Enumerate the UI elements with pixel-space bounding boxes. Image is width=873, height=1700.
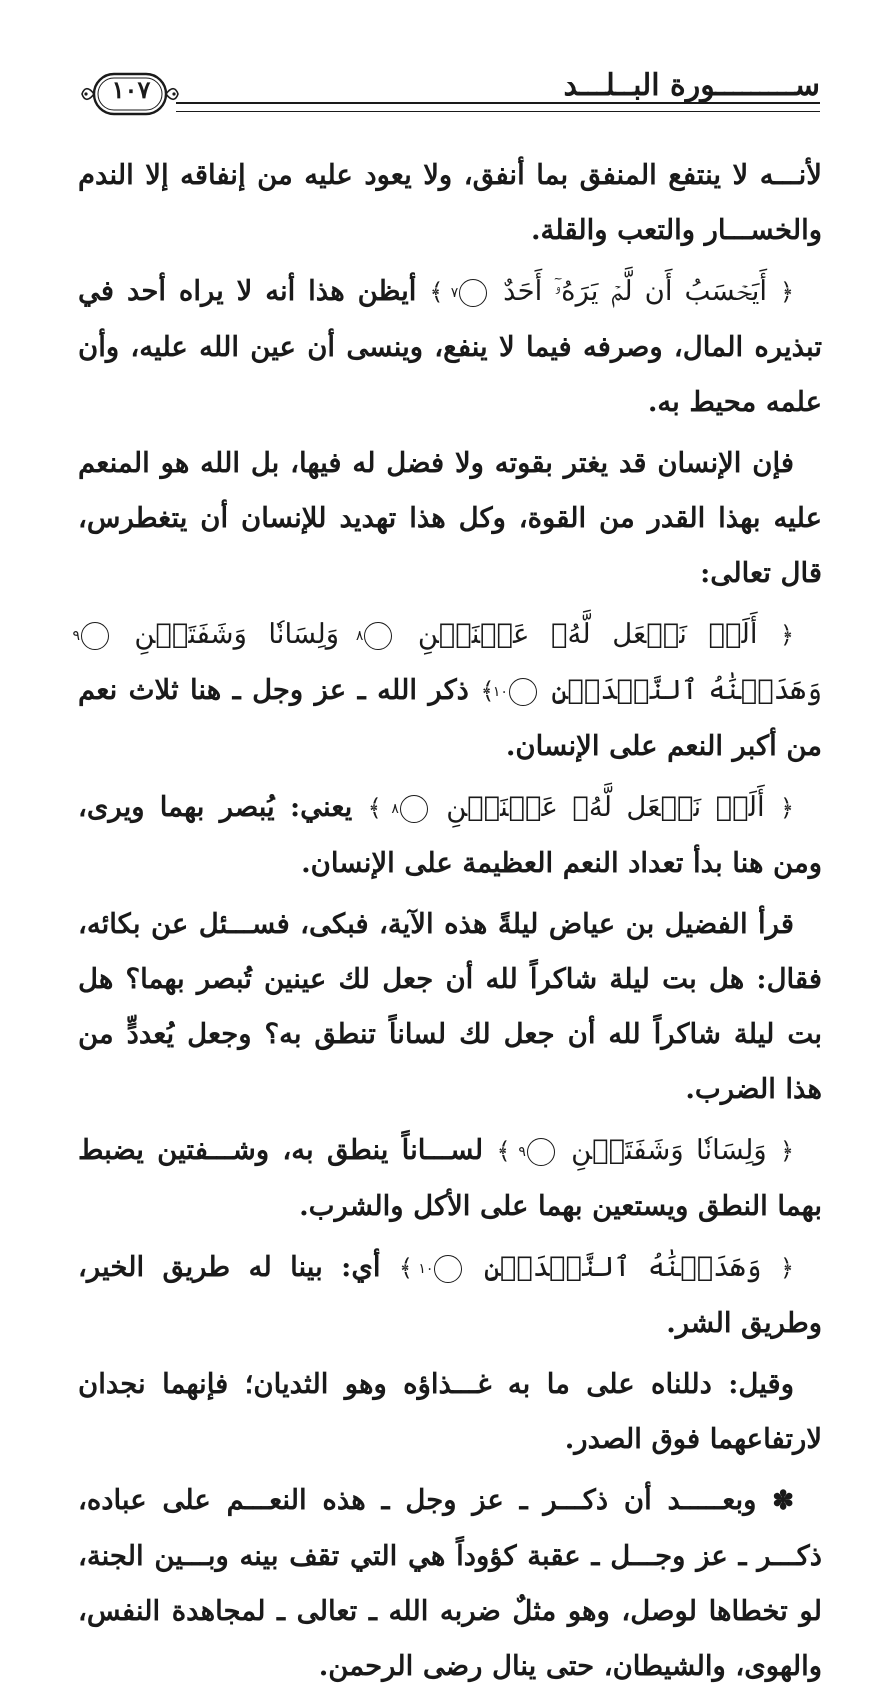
quran-verse: وَلِسَانٗا وَشَفَتَيۡنِ	[134, 618, 340, 650]
page-number: ١٠٧	[111, 75, 151, 104]
ayah-number-marker: ١٠	[509, 678, 537, 706]
star-ornament-icon: ✽	[772, 1486, 794, 1516]
page-header	[80, 62, 820, 132]
quran-bracket-open: ﴿	[779, 1137, 795, 1165]
paragraph-5	[78, 780, 822, 891]
paragraph-text: وبعـــــد أن ذكـــر ـ عز وجل ـ هذه النعـــم على عباده، ذكـــر ـ عز وجـــل ـ عقبة كؤوداً هي التي تقف بينه وبـــين الجنة، لو تخطاها لوصل، وهو مثلٌ ضربه الله ـ تعالى ـ لمجاهدة النفس، والهوى، والشيطان، حتى ينال رضى الرحمن.	[78, 1484, 822, 1682]
paragraph-3	[78, 436, 822, 601]
paragraph-10	[78, 1473, 822, 1694]
ayah-number-marker: ٩	[81, 622, 109, 650]
quran-bracket-close: ﴾	[496, 1137, 511, 1165]
paragraph-text: أيظن هذا أنه لا يراه أحد في تبذيره المال، وصرفه فيما لا ينفع، وينسى أن عين الله عليه، وأن علمه محيط به.	[78, 275, 822, 418]
quran-bracket-open: ﴿	[779, 794, 795, 822]
ayah-number-marker: ٧	[459, 279, 487, 307]
quran-bracket-close: ﴾	[367, 794, 382, 822]
quran-bracket-close: ﴾	[429, 278, 444, 306]
quran-bracket-open: ﴿	[779, 621, 794, 649]
quran-bracket-close: ﴾	[398, 1254, 413, 1282]
ayah-number-marker: ١٠	[434, 1255, 462, 1283]
paragraph-1	[78, 148, 822, 258]
quran-verse: وَلِسَانٗا وَشَفَتَيۡنِ	[571, 1134, 767, 1166]
quran-verse: أَيَحۡسَبُ أَن لَّمۡ يَرَهُۥٓ أَحَدٌ	[503, 275, 768, 307]
paragraph-text: لأنـــه لا ينتفع المنفق بما أنفق، ولا يعود عليه من إنفاقه إلا الندم والخســـار والتعب والقلة.	[78, 159, 822, 246]
quran-verse: وَهَدَيۡنَٰهُ ٱلنَّجۡدَيۡنِ	[551, 674, 823, 706]
ayah-number-marker: ٨	[400, 795, 428, 823]
header-rule	[176, 102, 820, 112]
paragraph-7	[78, 1123, 822, 1234]
paragraph-text: فإن الإنسان قد يغتر بقوته ولا فضل له فيها، بل الله هو المنعم عليه بهذا القدر من القوة، وكل هذا تهديد للإنسان أن يتغطرس، قال تعالى:	[78, 447, 822, 589]
paragraph-text: وقيل: دللناه على ما به غـــذاؤه وهو الثديان؛ فإنهما نجدان لارتفاعهما فوق الصدر.	[78, 1368, 822, 1455]
surah-title: ســـــــــورة البــلـــد	[563, 68, 820, 103]
quran-bracket-close: ﴾	[480, 677, 495, 705]
quran-verse: أَلَمۡ نَجۡعَل لَّهُۥ عَيۡنَيۡنِ	[417, 618, 758, 650]
paragraph-text: لســـاناً ينطق به، وشـــفتين يضبط بهما النطق ويستعين بهما على الأكل والشرب.	[78, 1134, 822, 1222]
ayah-number-marker: ٩	[527, 1138, 555, 1166]
page-body	[72, 148, 823, 1700]
paragraph-2	[78, 264, 822, 430]
quran-bracket-open: ﴿	[779, 278, 795, 306]
paragraph-text: ذكر الله ـ عز وجل ـ هنا ثلاث نعم من أكبر النعم على الإنسان.	[78, 674, 822, 762]
paragraph-text: قرأ الفضيل بن عياض ليلةً هذه الآية، فبكى، فســـئل عن بكائه، فقال: هل بت ليلة شاكراً لله أن جعل لك عينين تُبصر بهما؟ هل بت ليلة شاكراً لله أن جعل لك لساناً تنطق به؟ وجعل يُعددٍّ من هذا الضرب.	[78, 908, 822, 1105]
paragraph-text: أي: بينا له طريق الخير، وطريق الشر.	[78, 1251, 822, 1339]
paragraph-9	[78, 1357, 822, 1467]
quran-bracket-open: ﴿	[779, 1254, 795, 1282]
paragraph-8	[78, 1240, 822, 1351]
paragraph-text: يعني: يُبصر بهما ويرى، ومن هنا بدأ تعداد النعم العظيمة على الإنسان.	[78, 791, 822, 879]
quran-verse: أَلَمۡ نَجۡعَل لَّهُۥ عَيۡنَيۡنِ	[446, 791, 765, 823]
quran-verse: وَهَدَيۡنَٰهُ ٱلنَّجۡدَيۡنِ	[483, 1251, 762, 1283]
ayah-number-marker: ٨	[364, 622, 392, 650]
paragraph-6	[78, 897, 822, 1117]
paragraph-4	[72, 607, 823, 774]
